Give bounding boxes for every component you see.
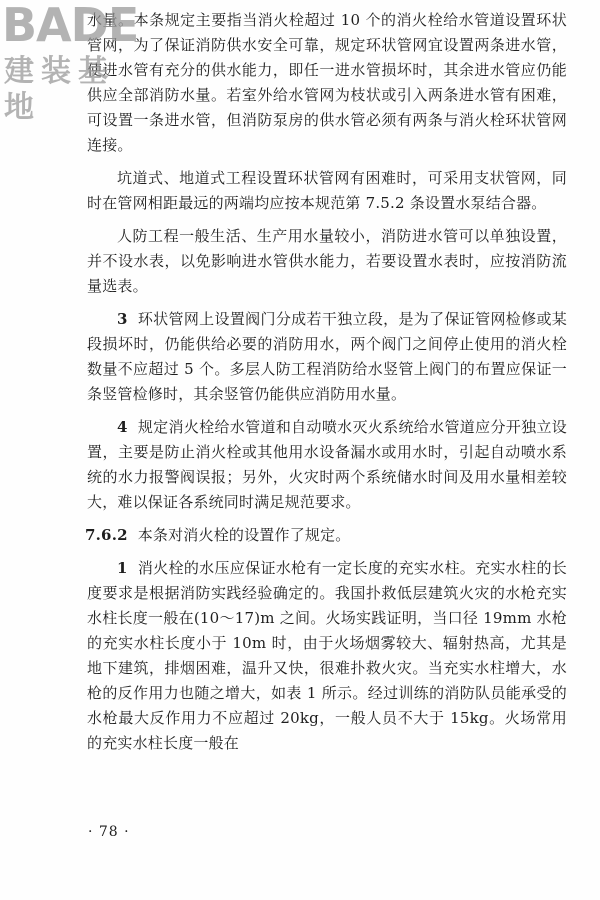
item-number: 1 — [117, 559, 128, 577]
page-number: · 78 · — [88, 824, 130, 840]
paragraph-item-1 — [87, 556, 567, 756]
paragraph-item-3 — [87, 307, 567, 407]
document-body — [87, 8, 567, 756]
section-number: 7.6.2 — [85, 526, 128, 544]
item-text: 消火栓的水压应保证水枪有一定长度的充实水柱。充实水柱的长度要求是根据消防实践经验确定的。我国扑救低层建筑火灾的水枪充实水柱长度一般在(10～17)m 之间。火场实践证明，当口径 19mm 水枪的充实水柱长度小于 10m 时，由于火场烟雾较大、辐射热高，尤其是地下建筑，排烟困难，温升又快，很难扑救火灾。当充实水柱增大，水枪的反作用力也随之增大，如表 1 所示。经过训练的消防队员能承受的水枪最大反作用力不应超过 20kg，一般人员不大于 15kg。火场常用的充实水柱长度一般在 — [87, 559, 567, 752]
watermark-cjk: 建装基地 — [4, 54, 115, 125]
paragraph-water-meter: 人防工程一般生活、生产用水量较小，消防进水管可以单独设置，并不设水表，以免影响进水管供水能力，若要设置水表时，应按消防流量选表。 — [87, 227, 567, 295]
section-7-6-2 — [87, 523, 567, 548]
paragraph-tunnel-piping: 坑道式、地道式工程设置环状管网有困难时，可采用支状管网，同时在管网相距最远的两端均应按本规范第 7.5.2 条设置水泵结合器。 — [87, 169, 567, 212]
section-text: 本条对消火栓的设置作了规定。 — [137, 526, 351, 544]
item-number: 3 — [117, 310, 128, 328]
item-number: 4 — [117, 418, 128, 436]
item-text: 规定消火栓给水管道和自动喷水灭火系统给水管道应分开独立设置，主要是防止消火栓或其他用水设备漏水或用水时，引起自动喷水系统的水力报警阀误报；另外，火灾时两个系统储水时间及用水量相差较大，难以保证各系统同时满足规范要求。 — [87, 418, 567, 511]
watermark-latin: BADE — [2, 0, 139, 52]
paragraph-continued: 水量。本条规定主要指当消火栓超过 10 个的消火栓给水管道设置环状管网，为了保证消防供水安全可靠，规定环状管网宜设置两条进水管，使进水管有充分的供水能力，即任一进水管损坏时，其余进水管应仍能供应全部消防水量。若室外给水管网为枝状或引入两条进水管有困难，可设置一条进水管，但消防泵房的供水管必须有两条与消火栓环状管网连接。 — [87, 11, 567, 154]
paragraph-item-4 — [87, 415, 567, 515]
item-text: 环状管网上设置阀门分成若干独立段，是为了保证管网检修或某段损坏时，仍能供给必要的消防用水，两个阀门之间停止使用的消火栓数量不应超过 5 个。多层人防工程消防给水竖管上阀门的布置应保证一条竖管检修时，其余竖管仍能供应消防用水量。 — [87, 310, 567, 403]
